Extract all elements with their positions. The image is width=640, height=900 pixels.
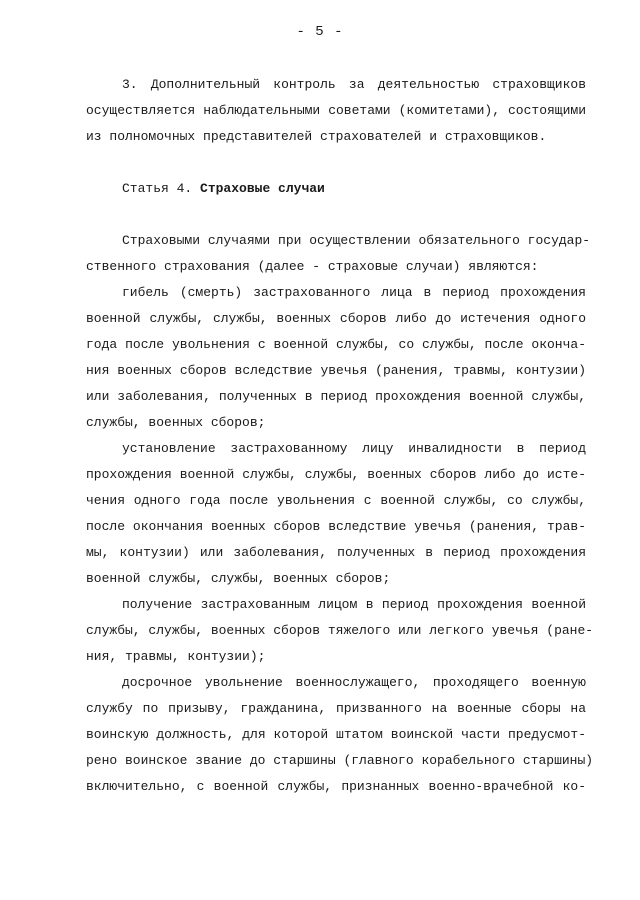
text-line: мы, контузии) или заболевания, полученных в период прохождения (86, 545, 586, 560)
text-line: ния, травмы, контузии); (86, 649, 266, 664)
text-line: службы, военных сборов; (86, 415, 266, 430)
article-title: Страховые случаи (200, 181, 325, 196)
text-line: воинскую должность, для которой штатом воинской части предусмот- (86, 727, 586, 742)
text-line: прохождения военной службы, службы, военных сборов либо до исте- (86, 467, 586, 482)
case-3-paragraph (86, 592, 594, 670)
clause-3-paragraph (86, 72, 586, 150)
text-line: установление застрахованному лицу инвалидности в период (122, 441, 586, 456)
text-line: включительно, с военной службы, признанных военно-врачебной ко- (86, 779, 586, 794)
text-line: рено воинское звание до старшины (главного корабельного старшины) (86, 753, 594, 768)
case-4-paragraph (86, 670, 594, 800)
text-line: досрочное увольнение военнослужащего, проходящего военную (122, 675, 586, 690)
article-4-heading (86, 176, 586, 202)
case-2-paragraph (86, 436, 586, 592)
text-line: получение застрахованным лицом в период прохождения военной (122, 597, 586, 612)
text-line: 3. Дополнительный контроль за деятельностью страховщиков (122, 77, 586, 92)
text-line: военной службы, службы, военных сборов; (86, 571, 391, 586)
text-line: службы, службы, военных сборов тяжелого или легкого увечья (ране- (86, 623, 594, 638)
text-line: или заболевания, полученных в период прохождения военной службы, (86, 389, 586, 404)
text-line: службу по призыву, гражданина, призванного на военные сборы на (86, 701, 586, 716)
text-line: года после увольнения с военной службы, со службы, после оконча- (86, 337, 586, 352)
text-line: осуществляется наблюдательными советами (комитетами), состоящими (86, 103, 586, 118)
text-line: Страховыми случаями при осуществлении обязательного государ- (122, 233, 591, 248)
intro-paragraph (86, 228, 591, 280)
text-line: гибель (смерть) застрахованного лица в период прохождения (122, 285, 586, 300)
page-number: - 5 - (296, 24, 344, 40)
case-1-paragraph (86, 280, 586, 436)
text-line: военной службы, службы, военных сборов либо до истечения одного (86, 311, 586, 326)
article-number: Статья 4. (122, 181, 193, 196)
text-line: чения одного года после увольнения с военной службы, со службы, (86, 493, 586, 508)
text-line: ственного страхования (далее - страховые случаи) являются: (86, 259, 539, 274)
text-line: после окончания военных сборов вследствие увечья (ранения, трав- (86, 519, 586, 534)
text-line: ния военных сборов вследствие увечья (ранения, травмы, контузии) (86, 363, 586, 378)
text-line: из полномочных представителей страхователей и страховщиков. (86, 129, 547, 144)
